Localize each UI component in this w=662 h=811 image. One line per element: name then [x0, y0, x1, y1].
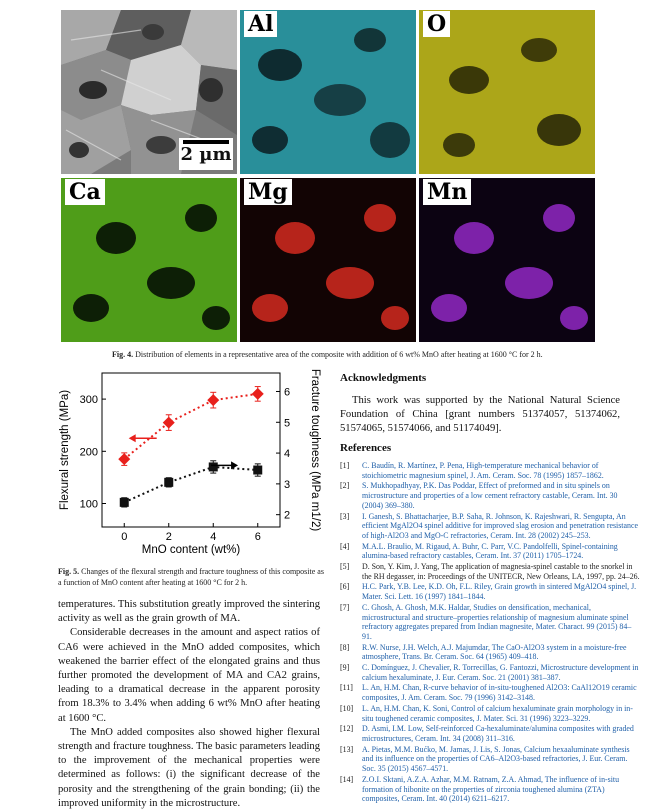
- reference-text[interactable]: C. Ghosh, A. Ghosh, M.K. Haldar, Studies on densification, mechanical, microstructural and structure–properties relationship of magnesium aluminate spinel refractory aggregates prepared from Indian magnesite, Mater. Charact. 99 (2015) 84–91.: [362, 602, 632, 641]
- acknowledgments-text: This work was supported by the National Natural Science Foundation of China [grant numbers 51374057, 51374062, 51574065, 51574066, and 51174049].: [340, 395, 620, 435]
- x-tick-label: 4: [210, 531, 217, 543]
- toughness-point: [164, 478, 173, 487]
- mg-map-label: Mg: [244, 179, 292, 205]
- al-map-label: Al: [244, 11, 277, 37]
- reference-item[interactable]: [2] S. Mukhopadhyay, P.K. Das Poddar, Effect of preformed and in situ spinels on microstructure and properties of a low cement refractory castable, Ceram. Int. 30 (2004) 369–380.: [340, 481, 618, 510]
- figure-5-caption: [58, 566, 326, 588]
- strength-point: [252, 388, 264, 400]
- scale-bar-label: 2 µm: [180, 144, 232, 165]
- mg-map-panel: [240, 178, 416, 342]
- reference-text[interactable]: A. Pietas, M.M. Bućko, M. Jamas, J. Lis, S. Jonas, Calcium hexaaluminate synthesis and its influence on the properties of CA6–Al2O3-based refractories, J. Eur. Ceram. Soc. 35 (2015) 4567–4571.: [362, 744, 630, 774]
- reference-item[interactable]: [7] C. Ghosh, A. Ghosh, M.K. Haldar, Studies on densification, mechanical, microstructural and structure–properties relationship of magnesium aluminate spinel refractory aggregates prepared from Indian magnesite, Mater. Charact. 99 (2015) 84–91.: [340, 602, 632, 641]
- mn-map-label: Mn: [423, 179, 471, 205]
- reference-text[interactable]: R.W. Nurse, J.H. Welch, A.J. Majumdar, The CaO-Al2O3 system in a moisture-free atmosphere, Trans. Br. Ceram. Soc. 64 (1965) 409–418.: [362, 642, 627, 662]
- reference-text[interactable]: M.A.L. Braulio, M. Rigaud, A. Buhr, C. Parr, V.C. Pandolfelli, Spinel-containing alumina-based refractory castables, Ceram. Int. 37 (2011) 1705–1724.: [362, 541, 618, 561]
- o-map-panel: [419, 10, 595, 174]
- reference-item[interactable]: [14] Z.O.I. Sktani, A.Z.A. Azhar, M.M. Ratnam, Z.A. Ahmad, The influence of in-situ formation of hibonite on the properties of zirconia toughened alumina (ZTA) composites, Ceram. Int. 40 (2014) 6211–6217.: [340, 774, 620, 804]
- y-left-tick-label: 300: [79, 394, 98, 407]
- reference-item[interactable]: [11] L. An, H.M. Chan, R-curve behavior of in-situ-toughened Al2O3: CaAl12O19 ceramic composites, J. Am. Ceram. Soc. 79 (1996) 3142–3148.: [340, 683, 637, 703]
- y-left-axis-label: Flexural strength (MPa): [59, 389, 71, 511]
- toughness-point: [209, 462, 218, 471]
- figure-5-caption-label: Fig. 5.: [58, 567, 80, 576]
- y-right-tick-label: 5: [284, 417, 291, 430]
- y-right-tick-label: 4: [284, 448, 291, 461]
- ca-map-label: Ca: [65, 179, 105, 205]
- x-axis-label: MnO content (wt%): [141, 544, 241, 556]
- reference-item[interactable]: [1] C. Baudín, R. Martínez, P. Pena, High-temperature mechanical behavior of stoichiometric magnesium spinel, J. Am. Ceram. Soc. 78 (1995) 1857–1862.: [340, 461, 604, 480]
- paragraph: temperatures. This substitution greatly improved the sintering activity as well as the grain growth of MA.: [58, 599, 320, 625]
- reference-item[interactable]: [10] L. An, H.M. Chan, K. Soni, Control of calcium hexaluminate grain morphology in in-situ toughened ceramic composites, J. Mater. Sci. 31 (1996) 3223–3229.: [340, 703, 633, 723]
- y-right-tick-label: 3: [284, 478, 291, 491]
- reference-text[interactable]: C. Baudín, R. Martínez, P. Pena, High-temperature mechanical behavior of stoichiometric magnesium spinel, J. Am. Ceram. Soc. 78 (1995) 1857–1862.: [362, 461, 604, 480]
- reference-text[interactable]: L. An, H.M. Chan, K. Soni, Control of calcium hexaluminate grain morphology in in-situ toughened ceramic composites, J. Mater. Sci. 31 (1996) 3223–3229.: [362, 703, 633, 723]
- reference-item[interactable]: [13] A. Pietas, M.M. Bućko, M. Jamas, J. Lis, S. Jonas, Calcium hexaaluminate synthesis and its influence on the properties of CA6–Al2O3-based refractories, J. Eur. Ceram. Soc. 35 (2015) 4567–4571.: [340, 744, 630, 774]
- reference-text[interactable]: D. Asmi, I.M. Low, Self-reinforced Ca-hexaluminate/alumina composites with graded microstructures, Ceram. Int. 34 (2008) 311–316.: [362, 724, 634, 743]
- figure-4-caption: [112, 349, 612, 360]
- al-map-panel: [240, 10, 416, 174]
- x-tick-label: 0: [121, 531, 128, 543]
- left-axis-arrowhead: [129, 434, 136, 442]
- x-tick-label: 2: [165, 531, 172, 543]
- paragraph: The MnO added composites also showed higher flexural strength and fracture toughness. The basic parameters leading to the improvement of the mechanical properties were determined as follows: (i) the significant decrease of the porosity and the strengthening of the grain bonding; (ii) the improved uniformity in the microstructure.: [58, 726, 320, 809]
- reference-text[interactable]: C. Domínguez, J. Chevalier, R. Torrecillas, G. Fantozzi, Microstructure development in calcium hexaluminate, J. Eur. Ceram. Soc. 21 (2001) 381–387.: [362, 663, 639, 682]
- reference-item[interactable]: [3] I. Ganesh, S. Bhattacharjee, B.P. Saha, R. Johnson, K. Rajeshwari, R. Sengupta, An efficient MgAl2O4 spinel additive for improved slag erosion and penetration resistance of high-Al2O3 and MgO-C refractories, Ceram. Int. 28 (2002) 245–253.: [340, 511, 638, 540]
- y-right-tick-label: 6: [284, 386, 291, 399]
- references-heading: References: [340, 442, 392, 454]
- ca-map-panel: [61, 178, 237, 342]
- sem-image-panel: [61, 10, 237, 174]
- reference-item: [5] D. Son, Y. Kim, J. Yang, The application of magnesia-spinel castable to the snorkel in the RH degasser, in: Proceedings of the UNITECR, New Orleans, LA, 1997, pp. 24–26.: [340, 562, 640, 581]
- reference-text: D. Son, Y. Kim, J. Yang, The application of magnesia-spinel castable to the snorkel in the RH degasser, in: Proceedings of the UNITECR, New Orleans, LA, 1997, pp. 24–26.: [362, 562, 640, 581]
- reference-text[interactable]: Z.O.I. Sktani, A.Z.A. Azhar, M.M. Ratnam, Z.A. Ahmad, The influence of in-situ formation of hibonite on the properties of zirconia toughened alumina (ZTA) composites, Ceram. Int. 40 (2014) 6211–6217.: [362, 774, 620, 804]
- left-column-text: [58, 598, 320, 811]
- toughness-point: [253, 466, 262, 475]
- reference-item[interactable]: [9] C. Domínguez, J. Chevalier, R. Torrecillas, G. Fantozzi, Microstructure development in calcium hexaluminate, J. Eur. Ceram. Soc. 21 (2001) 381–387.: [340, 663, 639, 682]
- x-tick-label: 6: [254, 531, 261, 543]
- reference-item[interactable]: [4] M.A.L. Braulio, M. Rigaud, A. Buhr, C. Parr, V.C. Pandolfelli, Spinel-containing alumina-based refractory castables, Ceram. Int. 37 (2011) 1705–1724.: [340, 541, 618, 561]
- toughness-series-line: [124, 467, 258, 502]
- figure-4-caption-label: Fig. 4.: [112, 350, 134, 359]
- right-axis-arrowhead: [231, 461, 238, 469]
- reference-list: [340, 461, 640, 805]
- y-right-axis-label: Fracture toughness (MPa m1/2): [309, 368, 321, 532]
- reference-item[interactable]: [6] H.C. Park, Y.B. Lee, K.D. Oh, F.L. Riley, Grain growth in sintered MgAl2O4 spinel, J. Mater. Sci. Lett. 16 (1997) 1841–1844.: [340, 582, 637, 602]
- mn-map-panel: [419, 178, 595, 342]
- y-left-tick-label: 100: [79, 498, 98, 511]
- reference-item[interactable]: [8] R.W. Nurse, J.H. Welch, A.J. Majumdar, The CaO-Al2O3 system in a moisture-free atmosphere, Trans. Br. Ceram. Soc. 64 (1965) 409–418.: [340, 642, 627, 662]
- figure-5-caption-text: Changes of the flexural strength and fracture toughness of this composite as a function of MnO content after heating at 1600 °C for 2 h.: [58, 567, 324, 587]
- acknowledgments-heading: Acknowledgments: [340, 372, 427, 384]
- o-map-label: O: [423, 11, 450, 37]
- figure-5-chart: [58, 367, 324, 557]
- reference-text[interactable]: S. Mukhopadhyay, P.K. Das Poddar, Effect of preformed and in situ spinels on microstructure and properties of a low cement refractory castable, Ceram. Int. 30 (2004) 369–380.: [362, 481, 618, 510]
- reference-text[interactable]: H.C. Park, Y.B. Lee, K.D. Oh, F.L. Riley, Grain growth in sintered MgAl2O4 spinel, J. Mater. Sci. Lett. 16 (1997) 1841–1844.: [362, 582, 637, 602]
- reference-item[interactable]: [12] D. Asmi, I.M. Low, Self-reinforced Ca-hexaluminate/alumina composites with graded microstructures, Ceram. Int. 34 (2008) 311–316.: [340, 724, 634, 743]
- y-left-tick-label: 200: [79, 446, 98, 459]
- paragraph: Considerable decreases in the amount and aspect ratios of CA6 were achieved in the MnO added composites, which weakened the barrier effect of the elongated grains and thus further promoted the development of MA and CA2 grains, leading to a dramatical decrease in the apparent porosity from 18.3% to 3.4% when adding 6 wt% MnO after heating at 1600 °C.: [58, 627, 320, 724]
- y-right-tick-label: 2: [284, 509, 291, 522]
- strength-point: [207, 394, 219, 406]
- strength-series-line: [124, 394, 258, 459]
- scale-bar: [179, 138, 233, 170]
- figure-4-caption-text: Distribution of elements in a representative area of the composite with addition of 6 wt% MnO after heating at 1600 °C for 2 h.: [135, 350, 543, 359]
- reference-text[interactable]: L. An, H.M. Chan, R-curve behavior of in-situ-toughened Al2O3: CaAl12O19 ceramic composites, J. Am. Ceram. Soc. 79 (1996) 3142–3148.: [362, 683, 637, 703]
- reference-text[interactable]: I. Ganesh, S. Bhattacharjee, B.P. Saha, R. Johnson, K. Rajeshwari, R. Sengupta, An efficient MgAl2O4 spinel additive for improved slag erosion and penetration resistance of high-Al2O3 and MgO-C refractories, Ceram. Int. 28 (2002) 245–253.: [362, 511, 638, 540]
- toughness-point: [120, 498, 129, 507]
